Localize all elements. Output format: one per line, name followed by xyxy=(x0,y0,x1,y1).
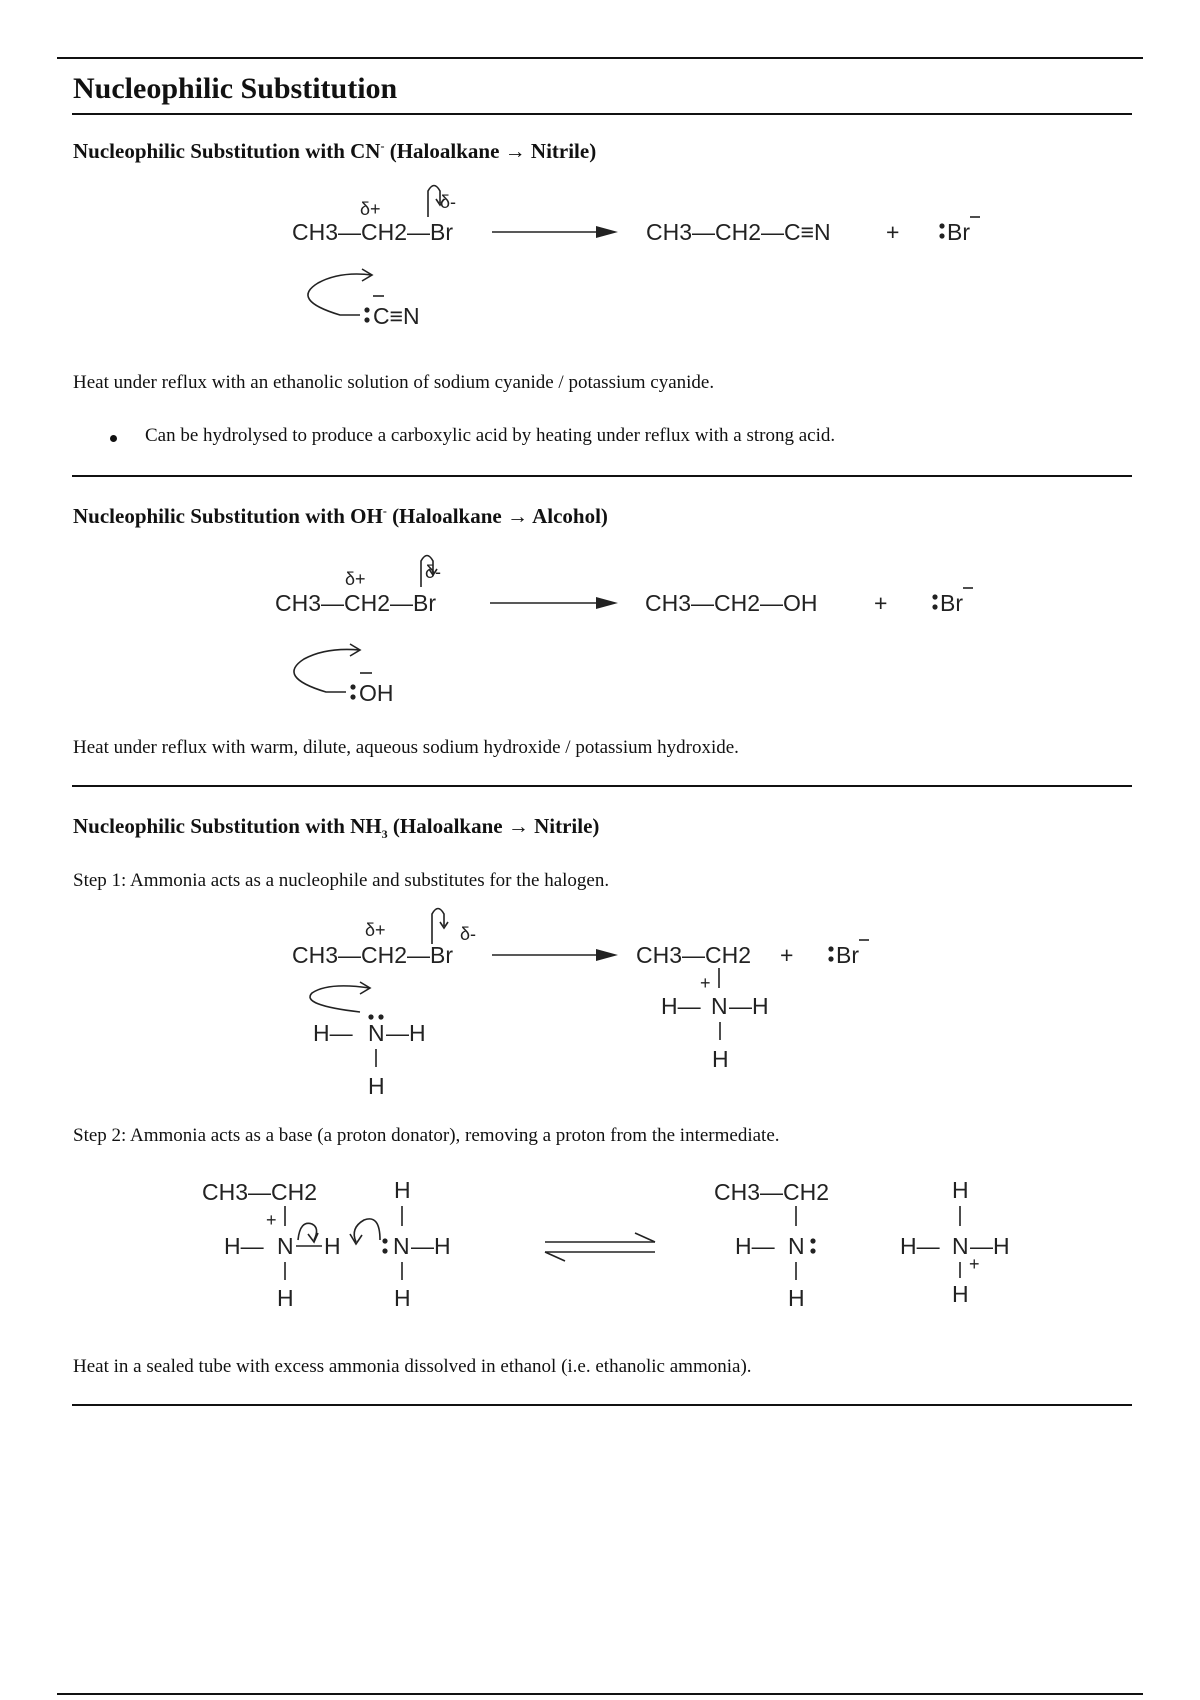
cn-delta-plus: δ+ xyxy=(360,199,381,219)
cn-nucleophile: C≡N xyxy=(373,303,420,329)
ammonium-h-right: —H xyxy=(970,1233,1010,1259)
cn-nucleophile-dot xyxy=(364,307,369,312)
cn-nucleophile-dot xyxy=(364,317,369,322)
nh3-h-right: —H xyxy=(386,1020,426,1046)
oh-heading-charge: - xyxy=(382,504,387,518)
base-lone-pair-dot xyxy=(382,1238,387,1243)
ammonium-n: N xyxy=(952,1233,969,1259)
equilibrium-forward-head xyxy=(635,1233,655,1242)
equilibrium-reverse-head xyxy=(545,1252,565,1261)
bullet-dot xyxy=(110,435,117,442)
amine-ch: CH3—CH2 xyxy=(714,1179,830,1205)
top-rule xyxy=(57,57,1143,59)
bottom-rule xyxy=(57,1693,1143,1695)
nh3-heading-text: Nucleophilic Substitution with NH xyxy=(73,814,382,838)
oh-lone-pair-dot xyxy=(932,594,937,599)
int-curly-arrow xyxy=(298,1223,317,1240)
nh3-step2: Step 2: Ammonia acts as a base (a proton donator), removing a proton from the intermediate. xyxy=(73,1125,780,1146)
base-lone-pair-dot xyxy=(382,1248,387,1253)
cn-plus: + xyxy=(886,219,900,245)
product-plus-charge: + xyxy=(700,973,711,993)
nh3-plus: + xyxy=(780,942,794,968)
nh3-step1-diagram xyxy=(0,900,1200,1105)
cn-conditions: Heat under reflux with an ethanolic solution of sodium cyanide / potassium cyanide. xyxy=(73,372,715,393)
cn-heading-text: Nucleophilic Substitution with CN xyxy=(73,139,381,163)
amine-lone-pair-dot xyxy=(810,1238,815,1243)
nh3-product: CH3—CH2 xyxy=(636,942,752,968)
nh3-conditions: Heat in a sealed tube with excess ammonia dissolved in ethanol (i.e. ethanolic ammonia). xyxy=(73,1356,752,1377)
product-h-bottom: H xyxy=(712,1046,729,1072)
base-h-right: —H xyxy=(411,1233,451,1259)
oh-heading xyxy=(73,504,608,529)
cn-byproduct: Br xyxy=(947,219,970,245)
oh-lone-pair-dot xyxy=(932,604,937,609)
amine-lone-pair-dot xyxy=(810,1248,815,1253)
ammonium-h-left: H— xyxy=(900,1233,940,1259)
nh3-delta-plus: δ+ xyxy=(365,920,386,940)
int-h-left: H— xyxy=(224,1233,264,1259)
amine-n: N xyxy=(788,1233,805,1259)
oh-delta-minus: δ- xyxy=(425,562,442,582)
product-n: N xyxy=(711,993,728,1019)
nh3-reactant: CH3—CH2—Br xyxy=(292,942,454,968)
section-divider xyxy=(72,1404,1132,1406)
cn-heading-rest: (Haloalkane → Nitrile) xyxy=(384,139,597,163)
int-ch: CH3—CH2 xyxy=(202,1179,318,1205)
nh3-step1: Step 1: Ammonia acts as a nucleophile and substitutes for the halogen. xyxy=(73,870,610,891)
base-h-top: H xyxy=(394,1177,411,1203)
oh-nucleophile-dot xyxy=(350,694,355,699)
int-plus-charge: + xyxy=(266,1210,277,1230)
cn-product: CH3—CH2—C≡N xyxy=(646,219,831,245)
ammonium-h-bottom: H xyxy=(952,1281,969,1307)
amine-h-left: H— xyxy=(735,1233,775,1259)
product-h-right: —H xyxy=(729,993,769,1019)
oh-byproduct: Br xyxy=(940,590,963,616)
base-curly-arrow xyxy=(354,1219,380,1242)
int-h-bottom: H xyxy=(277,1285,294,1311)
nh3-heading-subscript: 3 xyxy=(381,827,388,842)
nh3-lone-pair-dot xyxy=(828,956,833,961)
nh3-nucleophile-dot xyxy=(378,1014,383,1019)
cn-bullet-text: Can be hydrolysed to produce a carboxylic acid by heating under reflux with a strong acid. xyxy=(145,425,836,446)
oh-reaction-arrowhead xyxy=(596,597,618,609)
cn-reaction-arrowhead xyxy=(596,226,618,238)
base-arrowhead xyxy=(350,1234,362,1244)
nh3-h-bottom: H xyxy=(368,1073,385,1099)
nh3-heading-rest: (Haloalkane → Nitrile) xyxy=(387,814,600,838)
nh3-h-left: H— xyxy=(313,1020,353,1046)
nh3-lone-pair-dot xyxy=(828,946,833,951)
oh-plus: + xyxy=(874,590,888,616)
base-n: N xyxy=(393,1233,410,1259)
oh-delta-plus: δ+ xyxy=(345,569,366,589)
nh3-reaction-arrowhead xyxy=(596,949,618,961)
oh-reactant: CH3—CH2—Br xyxy=(275,590,437,616)
int-n: N xyxy=(277,1233,294,1259)
nh3-curly-arrow-nucleophile xyxy=(310,986,370,1012)
nh3-n: N xyxy=(368,1020,385,1046)
cn-reactant: CH3—CH2—Br xyxy=(292,219,454,245)
oh-heading-text: Nucleophilic Substitution with OH xyxy=(73,504,383,528)
nh3-heading xyxy=(73,814,599,842)
page-title: Nucleophilic Substitution xyxy=(73,72,398,105)
ammonium-plus-charge: + xyxy=(969,1254,980,1274)
oh-nucleophile-dot xyxy=(350,684,355,689)
nh3-byproduct: Br xyxy=(836,942,859,968)
title-rule xyxy=(72,113,1132,115)
nh3-delta-minus: δ- xyxy=(460,924,477,944)
cn-lone-pair-dot xyxy=(939,223,944,228)
oh-conditions: Heat under reflux with warm, dilute, aqueous sodium hydroxide / potassium hydroxide. xyxy=(73,737,739,758)
int-h-right: H xyxy=(324,1233,341,1259)
oh-nucleophile: OH xyxy=(359,680,394,706)
oh-heading-rest: (Haloalkane → Alcohol) xyxy=(386,504,608,528)
amine-h-bottom: H xyxy=(788,1285,805,1311)
oh-product: CH3—CH2—OH xyxy=(645,590,818,616)
nh3-nucleophile-dot xyxy=(368,1014,373,1019)
cn-delta-minus: δ- xyxy=(440,192,457,212)
ammonium-h-top: H xyxy=(952,1177,969,1203)
product-h-left: H— xyxy=(661,993,701,1019)
cn-lone-pair-dot xyxy=(939,233,944,238)
cn-reaction-diagram xyxy=(0,175,1200,335)
nh3-step2-diagram xyxy=(0,1170,1200,1320)
cn-heading xyxy=(73,139,596,164)
section-divider xyxy=(72,785,1132,787)
base-h-bottom: H xyxy=(394,1285,411,1311)
section-divider xyxy=(72,475,1132,477)
oh-reaction-diagram xyxy=(0,545,1200,715)
cn-heading-charge: - xyxy=(380,139,385,153)
